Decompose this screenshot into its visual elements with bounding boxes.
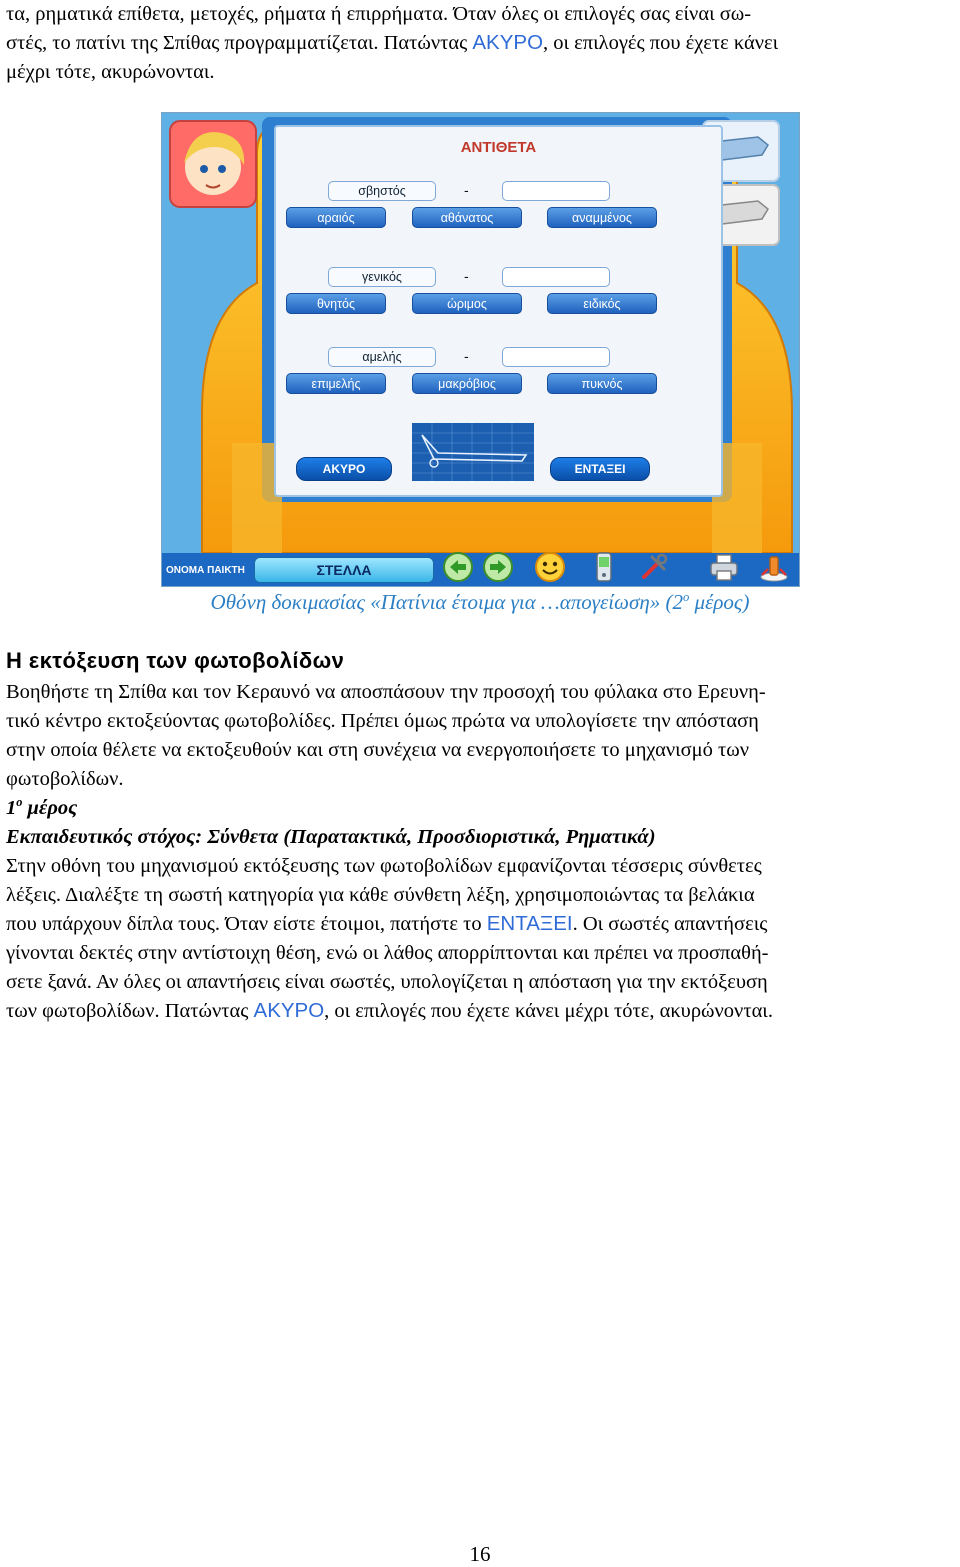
p2-line-2: λέξεις. Διαλέξτε τη σωστή κατηγορία για κάθε σύνθετη λέξη, χρησιμοποιώντας τα βελάκια [6, 883, 755, 906]
ok-button[interactable]: ΕΝΤΑΞΕΙ [550, 457, 650, 481]
intro-line-1: τα, ρηματικά επίθετα, μετοχές, ρήματα ή επιρρήματα. Όταν όλες οι επιλογές σας είναι σω- [6, 3, 752, 25]
intro-line-3: μέχρι τότε, ακυρώνονται. [6, 60, 215, 83]
game-screenshot [161, 112, 800, 587]
printer-icon[interactable] [708, 551, 740, 583]
intro-line-2a: στές, το πατίνι της Σπίθας προγραμματίζεται. Πατώντας [6, 31, 473, 54]
answer-slot-3[interactable] [502, 347, 610, 367]
word-2: γενικός [328, 267, 436, 287]
option-button-3-2[interactable]: μακρόβιος [412, 373, 522, 394]
section-paragraph-1 [6, 678, 956, 794]
p2-line-6a: των φωτοβολίδων. Πατώντας [6, 999, 254, 1022]
dash-2: - [464, 268, 469, 284]
back-arrow-icon[interactable] [442, 551, 474, 583]
dash-1: - [464, 182, 469, 198]
word-3: αμελής [328, 347, 436, 367]
player-name-field: ΣΤΕΛΛΑ [254, 557, 434, 583]
panel-title: ΑΝΤΙΘΕΤΑ [460, 139, 537, 156]
p1-line-4: φωτοβολίδων. [6, 767, 124, 790]
smiley-icon[interactable] [534, 551, 566, 583]
section-heading: Η εκτόξευση των φωτοβολίδων [6, 648, 345, 673]
option-button-2-3[interactable]: ειδικός [547, 293, 657, 314]
p1-line-2: τικό κέντρο εκτοξεύοντας φωτοβολίδες. Πρέπει όμως πρώτα να υπολογίσετε την απόσταση [6, 709, 759, 732]
p1-line-3: στην οποία θέλετε να εκτοξευθούν και στη συνέχεια να ενεργοποιήσετε το μηχανισμό των [6, 738, 750, 761]
p2-line-6b: , οι επιλογές που έχετε κάνει μέχρι τότε, ακυρώνονται. [324, 999, 773, 1022]
forward-arrow-icon[interactable] [482, 551, 514, 583]
p2-line-5: σετε ξανά. Αν όλες οι απαντήσεις είναι σωστές, υπολογίζεται η απόσταση για την εκτόξευση [6, 970, 768, 993]
cancel-keyword-2: ΑΚΥΡΟ [253, 998, 325, 1022]
caption-superscript: ο [682, 590, 690, 604]
option-button-3-1[interactable]: επιμελής [286, 373, 386, 394]
tools-icon[interactable] [638, 551, 670, 583]
cancel-keyword: ΑΚΥΡΟ [472, 30, 544, 54]
ok-keyword: ΕΝΤΑΞΕΙ [486, 911, 573, 935]
caption-suffix: μέρος) [689, 590, 750, 614]
page-number: 16 [469, 1542, 491, 1566]
option-button-1-2[interactable]: αθάνατος [412, 207, 522, 228]
p2-line-1: Στην οθόνη του μηχανισμού εκτόξευσης των φωτοβολίδων εμφανίζονται τέσσερις σύνθετες [6, 855, 762, 877]
part-heading [6, 794, 956, 823]
part-suffix: μέρος [22, 797, 78, 819]
option-button-2-1[interactable]: θνητός [286, 293, 386, 314]
scooter-blueprint-icon [412, 423, 534, 481]
p2-line-3a: που υπάρχουν δίπλα τους. Όταν είστε έτοιμοι, πατήστε το [6, 912, 487, 935]
intro-line-2b: , οι επιλογές που έχετε κάνει [543, 31, 779, 54]
cancel-button[interactable]: ΑΚΥΡΟ [296, 457, 392, 481]
p1-line-1: Βοηθήστε τη Σπίθα και τον Κεραυνό να αποσπάσουν την προσοχή του φύλακα στο Ερευνη- [6, 681, 766, 703]
educational-goal: Εκπαιδευτικός στόχος: Σύνθετα (Παρατακτικά, Προσδιοριστικά, Ρηματικά) [6, 826, 656, 848]
intro-paragraph [6, 0, 956, 87]
exit-icon[interactable] [758, 551, 790, 583]
mobile-phone-icon[interactable] [588, 551, 620, 583]
part-number: 1 [6, 797, 17, 819]
caption-prefix: Οθόνη δοκιμασίας «Πατίνια έτοιμα για …απογείωση» (2 [210, 590, 683, 614]
part-superscript: ο [16, 795, 23, 810]
option-button-3-3[interactable]: πυκνός [547, 373, 657, 394]
player-name-label: ΟΝΟΜΑ ΠΑΙΚΤΗ [166, 565, 245, 576]
option-button-1-1[interactable]: αραιός [286, 207, 386, 228]
dash-3: - [464, 348, 469, 364]
answer-slot-2[interactable] [502, 267, 610, 287]
p2-line-4: γίνονται δεκτές στην αντίστοιχη θέση, ενώ οι λάθος απορρίπτονται και πρέπει να προσπαθή- [6, 941, 769, 964]
section-paragraph-2 [6, 852, 956, 1025]
option-button-1-3[interactable]: αναμμένος [547, 207, 657, 228]
answer-slot-1[interactable] [502, 181, 610, 201]
word-1: σβηστός [328, 181, 436, 201]
figure-caption [0, 590, 960, 615]
p2-line-3b: . Οι σωστές απαντήσεις [572, 912, 768, 935]
option-button-2-2[interactable]: ώριμος [412, 293, 522, 314]
